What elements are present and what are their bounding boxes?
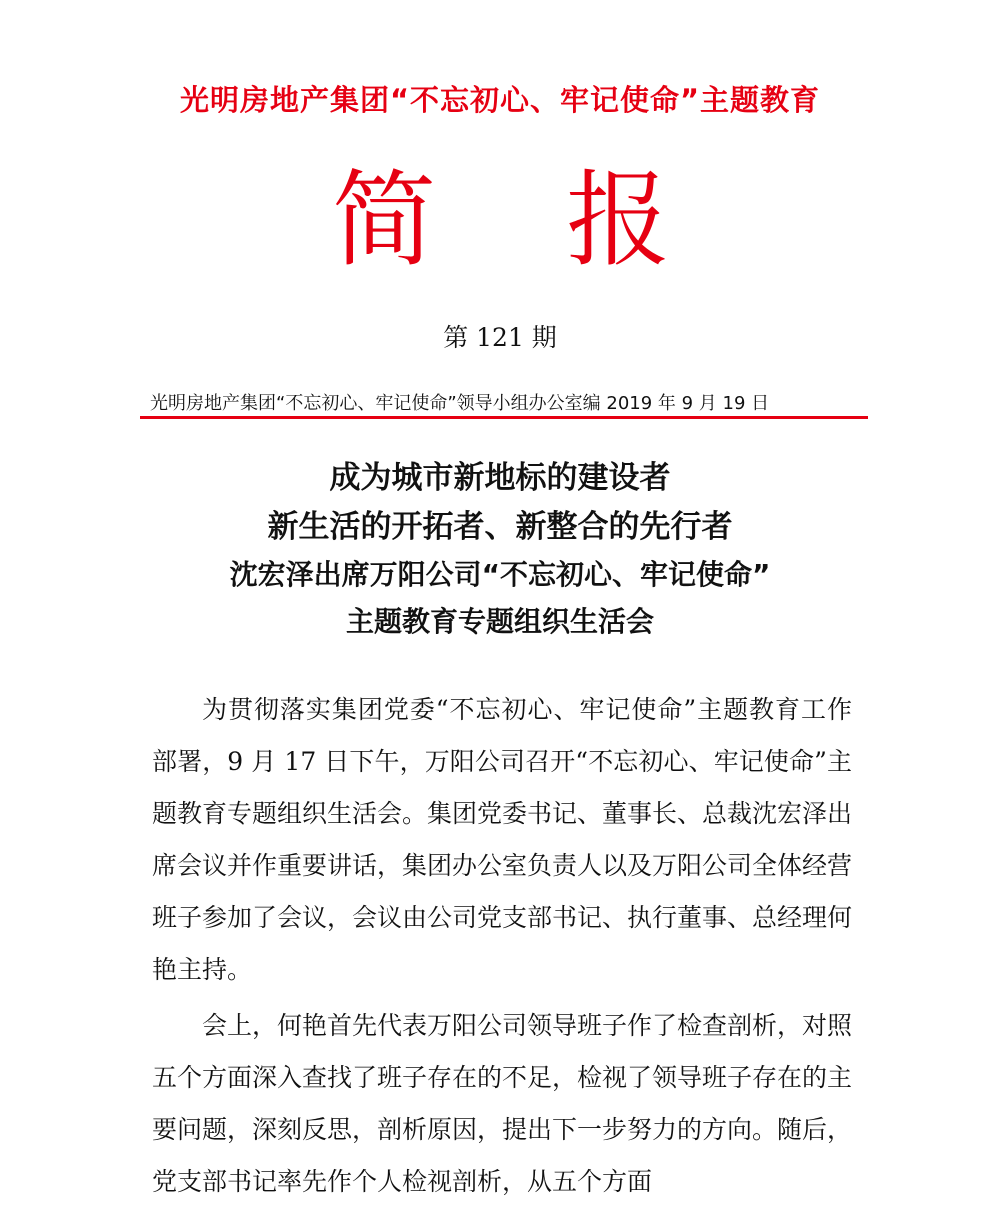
editor-date-line: 光明房地产集团“不忘初心、牢记使命”领导小组办公室编 2019 年 9 月 19 日 (150, 393, 770, 414)
article-body (152, 684, 852, 1212)
brief-title (0, 160, 1000, 280)
subheadline-line-1: 沈宏泽出席万阳公司“不忘初心、牢记使命” (229, 558, 771, 591)
org-header-title: 光明房地产集团“不忘初心、牢记使命”主题教育 (179, 83, 821, 117)
red-divider (140, 416, 868, 419)
article-paragraph-1: 为贯彻落实集团党委“不忘初心、牢记使命”主题教育工作部署，9 月 17 日下午，万阳公司召开“不忘初心、牢记使命”主题教育专题组织生活会。集团党委书记、董事长、总裁沈宏泽出席会议并作重要讲话，集团办公室负责人以及万阳公司全体经营班子参加了会议，会议由公司党支部书记、执行董事、总经理何艳主持。 (152, 695, 853, 984)
subheadline-line-2: 主题教育专题组织生活会 (345, 605, 654, 638)
issue-number: 第 121 期 (443, 323, 557, 352)
article-paragraph-2: 会上，何艳首先代表万阳公司领导班子作了检查剖析，对照五个方面深入查找了班子存在的不足，检视了领导班子存在的主要问题，深刻反思，剖析原因，提出下一步努力的方向。随后，党支部书记率先作个人检视剖析，从五个方面 (152, 1011, 853, 1196)
headline-line-2: 新生活的开拓者、新整合的先行者 (267, 509, 733, 545)
headline-line-1: 成为城市新地标的建设者 (329, 460, 671, 496)
brief-title-char-jian: 简 (332, 159, 437, 281)
brief-title-char-bao: 报 (566, 159, 671, 281)
